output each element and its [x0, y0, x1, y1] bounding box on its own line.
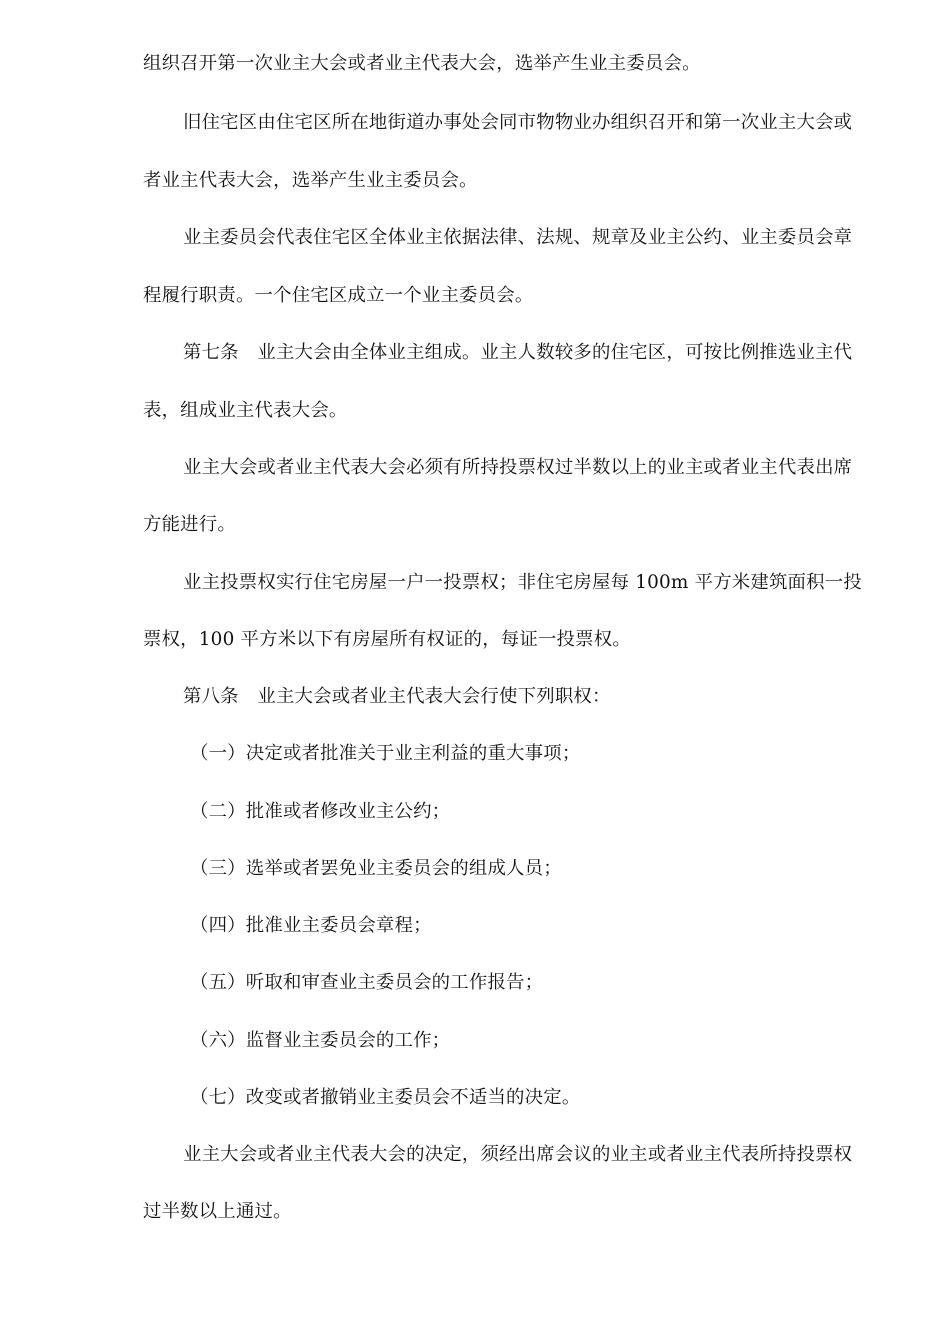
text-line-8: 业主大会或者业主代表大会必须有所持投票权过半数以上的业主或者业主代表出席	[183, 457, 853, 478]
text-line-5: 程履行职责。一个住宅区成立一个业主委员会。	[143, 285, 534, 306]
text-line-9: 方能进行。	[143, 514, 236, 535]
list-item-4: （四）批准业主委员会章程；	[190, 915, 432, 936]
text-line-2: 旧住宅区由住宅区所在地街道办事处会同市物物业办组织召开和第一次业主大会或	[183, 112, 853, 133]
list-item-6: （六）监督业主委员会的工作；	[190, 1030, 451, 1051]
text-line-4: 业主委员会代表住宅区全体业主依据法律、法规、规章及业主公约、业主委员会章	[183, 227, 853, 248]
text-line-14: 过半数以上通过。	[143, 1201, 292, 1222]
text-line-1: 组织召开第一次业主大会或者业主代表大会，选举产生业主委员会。	[143, 53, 701, 74]
text-line-3: 者业主代表大会，选举产生业主委员会。	[143, 170, 478, 191]
text-line-13: 业主大会或者业主代表大会的决定，须经出席会议的业主或者业主代表所持投票权	[183, 1144, 853, 1165]
list-item-5: （五）听取和审查业主委员会的工作报告；	[190, 972, 544, 993]
text-line-6: 第七条 业主大会由全体业主组成。业主人数较多的住宅区，可按比例推选业主代	[183, 342, 853, 363]
list-item-2: （二）批准或者修改业主公约；	[190, 801, 451, 822]
list-item-7: （七）改变或者撤销业主委员会不适当的决定。	[190, 1087, 581, 1108]
text-line-12: 第八条 业主大会或者业主代表大会行使下列职权：	[183, 686, 611, 707]
text-line-7: 表，组成业主代表大会。	[143, 400, 348, 421]
text-line-10: 业主投票权实行住宅房屋一户一投票权；非住宅房屋每 100m 平方米建筑面积一投	[183, 572, 862, 593]
text-line-11: 票权，100 平方米以下有房屋所有权证的，每证一投票权。	[143, 629, 631, 650]
list-item-1: （一）决定或者批准关于业主利益的重大事项；	[190, 743, 581, 764]
list-item-3: （三）选举或者罢免业主委员会的组成人员；	[190, 858, 562, 879]
